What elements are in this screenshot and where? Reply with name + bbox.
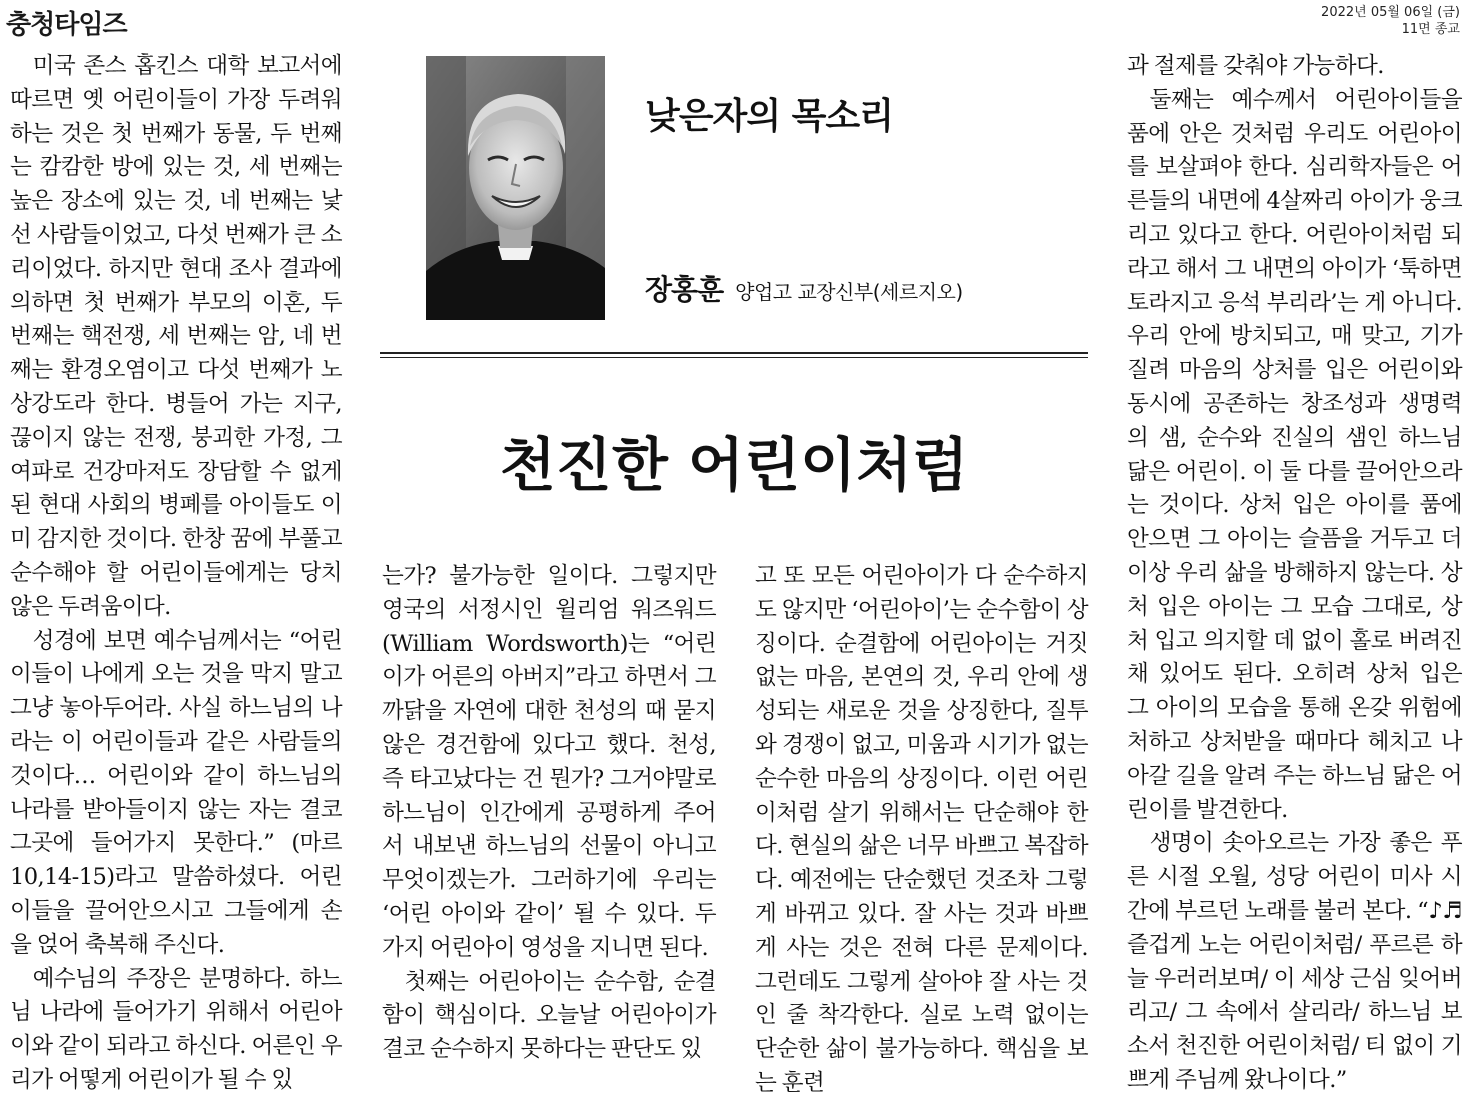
paragraph: 둘째는 예수께서 어린아이들을 품에 안은 것처럼 우리도 어린아이를 보살펴야 한다. 심리학자들은 어른들의 내면에 4살짜리 아이가 웅크리고 있다고 한다. 어린아이처럼 되라고 해서 그 내면의 아이가 ‘툭하면 토라지고 응석 부리라’는 게 아니다. 우리 안에 방치되고, 매 맞고, 기가 질려 마음의 상처를 입은 어린이와 동시에 공존하는 창조성과 생명력의 샘, 순수와 진실의 샘인 하느님 닮은 어린이. 이 둘 다를 끌어안으라는 것이다. 상처 입은 아이를 품에 안으면 그 아이는 슬픔을 거두고 더 이상 우리 삶을 방해하지 않는다. 상처 입은 아이는 그 모습 그대로, 상처 입고 의지할 데 없이 홀로 버려진 채 있어도 된다. 오히려 상처 입은 그 아이의 모습을 통해 온갖 위험에 처하고 상처받을 때마다 헤치고 나아갈 길을 알려 주는 하느님 닮은 어린이를 발견한다.: [1127, 86, 1462, 823]
newspaper-masthead: 충청타임즈: [6, 10, 127, 40]
paragraph: 첫째는 어린아이는 순수함, 순결함이 핵심이다. 오늘날 어린아이가 결코 순수하지 못하다는 판단도 있: [382, 968, 716, 1063]
publication-date: 2022년 05월 06일 (금): [1321, 5, 1460, 20]
paragraph: 는가? 불가능한 일이다. 그렇지만 영국의 서정시인 윌리엄 워즈워드 (William Wordsworth)는 “어린이가 어른의 아버지”라고 하면서 그 까닭을 자연에 대한 천성의 때 묻지 않은 경건함에 있다고 했다. 천성, 즉 타고났다는 건 뭔가? 그거야말로 하느님이 인간에게 공평하게 주어서 내보낸 하느님의 선물이 아니고 무엇이겠는가. 그러하기에 우리는 ‘어린 아이와 같이’ 될 수 있다. 두 가지 어린아이 영성을 지니면 된다.: [382, 563, 716, 961]
paragraph: 고 또 모든 어린아이가 다 순수하지도 않지만 ‘어린아이’는 순수함이 상징이다. 순결함에 어린아이는 거짓 없는 마음, 본연의 것, 우리 안에 생성되는 새로운 것을 상징한다, 질투와 경쟁이 없고, 미움과 시기가 없는 순수한 마음의 상징이다. 이런 어린이처럼 살기 위해서는 단순해야 한다. 현실의 삶은 너무 바쁘고 복잡하다. 예전에는 단순했던 것조차 그렇게 바뀌고 있다. 잘 사는 것과 바쁘게 사는 것은 전혀 다른 문제이다. 그런데도 그렇게 살아야 잘 사는 것인 줄 착각한다. 실로 노력 없이는 단순한 삶이 불가능하다. 핵심을 보는 훈련: [755, 563, 1088, 1096]
article-column-4: [1127, 50, 1462, 1098]
column-series-title: 낮은자의 목소리: [645, 96, 893, 137]
author-photo: [426, 56, 605, 320]
author-role: 양업고 교장신부(세르지오): [735, 280, 963, 304]
paragraph: 예수님의 주장은 분명하다. 하느님 나라에 들어가기 위해서 어린아이와 같이 되라고 하신다. 어른인 우리가 어떻게 어린이가 될 수 있: [10, 965, 342, 1093]
divider-rule-thin: [380, 357, 1088, 358]
page-section: 11면 종교: [1401, 22, 1460, 37]
author-portrait-image: [426, 56, 605, 320]
paragraph: 성경에 보면 예수님께서는 “어린이들이 나에게 오는 것을 막지 말고 그냥 놓아두어라. 사실 하느님의 나라는 이 어린이들과 같은 사람들의 것이다… 어린이와 같이 하느님의 나라를 받아들이지 않는 자는 결코 그곳에 들어가지 못한다.” (마르 10,14-15)라고 말씀하셨다. 어린이들을 끌어안으시고 그들에게 손을 얹어 축복해 주신다.: [10, 627, 342, 958]
article-column-3: [755, 560, 1088, 1101]
paragraph: 과 절제를 갖춰야 가능하다.: [1127, 53, 1384, 79]
divider-rule: [380, 352, 1088, 354]
article-column-1: [10, 50, 342, 1098]
paragraph: 생명이 솟아오르는 가장 좋은 푸른 시절 오월, 성당 어린이 미사 시간에 부르던 노래를 불러 본다. “♪♬ 즐겁게 노는 어린이처럼/ 푸르른 하늘 우러러보며/ 이 세상 근심 잊어버리고/ 그 속에서 살리라/ 하느님 보소서 천진한 어린이처럼/ 티 없이 기쁘게 주님께 왔나이다.”: [1127, 830, 1462, 1093]
dateline: [1321, 4, 1460, 38]
article-headline: 천진한 어린이처럼: [499, 431, 969, 499]
author-name: 장홍훈: [645, 273, 724, 306]
author-byline: [645, 268, 963, 308]
paragraph: 미국 존스 홉킨스 대학 보고서에 따르면 옛 어린이들이 가장 두려워하는 것은 첫 번째가 동물, 두 번째는 캄캄한 방에 있는 것, 세 번째는 높은 장소에 있는 것, 네 번째는 낯선 사람들이었고, 다섯 번째가 큰 소리이었다. 하지만 현대 조사 결과에 의하면 첫 번째가 부모의 이혼, 두 번째는 핵전쟁, 세 번째는 암, 네 번째는 환경오염이고 다섯 번째가 노상강도라 한다. 병들어 가는 지구, 끊이지 않는 전쟁, 붕괴한 가정, 그 여파로 건강마저도 장담할 수 없게 된 현대 사회의 병폐를 아이들도 이미 감지한 것이다. 한창 꿈에 부풀고 순수해야 할 어린이들에게는 당치 않은 두려움이다.: [10, 53, 342, 620]
article-column-2: [382, 560, 716, 1067]
